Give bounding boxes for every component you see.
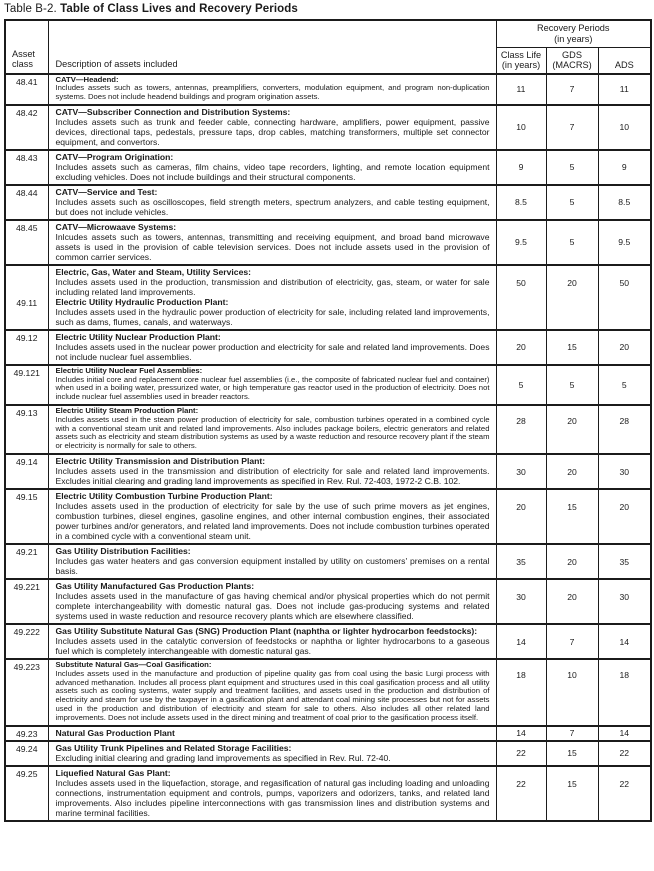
ads-cell: 35: [598, 544, 651, 579]
asset-class-cell: [5, 454, 48, 489]
asset-heading: Liquefied Natural Gas Plant:: [55, 767, 171, 778]
table-row: [5, 544, 651, 579]
asset-description: Includes gas water heaters and gas conversion equipment installed by utility on customers' premises on a rental basis.: [55, 556, 490, 577]
description-cell: [48, 579, 496, 624]
header-asset-class: [5, 20, 48, 74]
ads-cell: 50: [598, 265, 651, 330]
asset-description: Includes assets such as towers, antennas, preamplifiers, converters, modulation equipment, and program non-duplication systems. Does not include headend buildings and program origination assets.: [55, 83, 490, 102]
header-asset-line1: Asset: [12, 48, 35, 59]
description-cell: [48, 265, 496, 330]
gds-cell: 5: [546, 365, 598, 405]
asset-description: Includes assets such as trunk and feeder cable, connecting hardware, amplifiers, power equipment, passive devices, directional taps, pedestals, pressure taps, drop cables, matching transformers, multiple set connector equipment, and convertors.: [55, 116, 490, 147]
asset-class-cell: [5, 105, 48, 150]
gds-cell: 7: [546, 624, 598, 659]
asset-class-cell: [5, 74, 48, 105]
asset-description: Includes assets used in the hydraulic power production of electricity for sale, including related land improvements, such as dams, flumes, canals, and waterways.: [55, 306, 490, 327]
class-life-cell: 30: [496, 579, 546, 624]
ads-cell: 28: [598, 405, 651, 454]
asset-class-label: 48.43: [15, 152, 38, 163]
class-life-cell: 10: [496, 105, 546, 150]
asset-description: Includes assets used in the manufacture and production of pipeline quality gas from coal using the basic Lurgi process with advanced methanation. Includes all process plant equipment and structures used in this coal gasification process and all utility assets such as cooling systems, water supply and treatment facilities, and assets used in the production and distribution of electricity and steam for use by the taxpayer in a gasification plant and attendant coal mining site processes but not for assets used in the production and distribution of electricity and steam for sale to others. Also includes all other related land improvements. Does not include assets used in the direct mining and treatment of coal prior to the gasification process itself.: [55, 668, 490, 722]
asset-class-label: 49.25: [15, 768, 38, 779]
table-row: [5, 265, 651, 330]
header-class-life: [496, 47, 546, 74]
header-class-life-line1: Class Life: [500, 49, 542, 60]
asset-description: Includes assets used in the manufacture of gas having chemical and/or physical properties which do not permit complete interchangeability with domestic natural gas. Does not include gas-producing systems and related systems used in waste reduction and resource recovery plants which are elsewhere classified.: [55, 591, 490, 622]
gds-cell: 7: [546, 726, 598, 741]
asset-heading: CATV—Service and Test:: [55, 186, 158, 197]
asset-description: Includes assets such as oscilloscopes, field strength meters, spectrum analyzers, and cable testing equipment, but does not include vehicles.: [55, 196, 490, 217]
gds-cell: 5: [546, 150, 598, 185]
header-recovery-line1: Recovery Periods: [537, 23, 610, 34]
class-life-cell: 28: [496, 405, 546, 454]
description-cell: [48, 330, 496, 365]
table-row: [5, 454, 651, 489]
asset-class-cell: [5, 659, 48, 726]
asset-class-label: 48.45: [15, 222, 38, 233]
description-cell: [48, 544, 496, 579]
table-row: [5, 105, 651, 150]
asset-heading: Gas Utility Substitute Natural Gas (SNG) Production Plant (naphtha or lighter hydrocarbon feedstocks):: [55, 626, 478, 637]
asset-description: Includes assets such as cameras, film chains, video tape recorders, lighting, and remote location equipment excluding vehicles. Does not include buildings and their structural components.: [55, 161, 490, 182]
class-life-cell: 50: [496, 265, 546, 330]
table-row: [5, 624, 651, 659]
description-cell: [48, 365, 496, 405]
ads-cell: 14: [598, 726, 651, 741]
asset-description: Includes assets used in the liquefaction, storage, and regasification of natural gas including loading and unloading connections, instrumentation equipment and controls, pumps, vaporizers and odorizers, tanks, and related land improvements. Also includes pipeline interconnections with gas transmission lines and distribution systems and marine terminal facilities.: [55, 777, 490, 818]
ads-cell: 5: [598, 365, 651, 405]
asset-class-label: 49.222: [13, 627, 40, 638]
gds-cell: 5: [546, 185, 598, 220]
class-life-cell: 8.5: [496, 185, 546, 220]
table-row: [5, 489, 651, 544]
class-life-cell: 11: [496, 74, 546, 105]
asset-class-cell: [5, 220, 48, 265]
ads-cell: 18: [598, 659, 651, 726]
asset-class-label: 49.24: [15, 743, 38, 754]
asset-heading: Electric Utility Hydraulic Production Plant:: [55, 296, 229, 307]
asset-heading: Electric Utility Transmission and Distribution Plant:: [55, 456, 266, 467]
class-life-cell: 22: [496, 766, 546, 821]
ads-cell: 10: [598, 105, 651, 150]
table-row: [5, 579, 651, 624]
asset-heading: Natural Gas Production Plant: [55, 727, 175, 738]
gds-cell: 15: [546, 741, 598, 766]
asset-class-label: 49.21: [15, 547, 38, 558]
asset-heading: CATV—Subscriber Connection and Distribution Systems:: [55, 106, 291, 117]
ads-cell: 20: [598, 330, 651, 365]
table-row: [5, 405, 651, 454]
gds-cell: 15: [546, 489, 598, 544]
header-ads: ADS: [598, 47, 651, 74]
table-row: [5, 659, 651, 726]
asset-description: Includes assets used in the steam power production of electricity for sale, combustion turbines operated in a combined cycle with a conventional steam unit and related land improvements. Also includes package boilers, electric generators and related assets such as electricity and steam distribution systems as used by a waste reduction and resource recovery plant if the steam or electricity is normally for sale to others.: [55, 414, 490, 451]
asset-class-cell: [5, 489, 48, 544]
description-cell: [48, 105, 496, 150]
asset-class-cell: [5, 330, 48, 365]
asset-class-cell: [5, 185, 48, 220]
asset-class-label: 49.221: [13, 582, 40, 593]
description-cell: [48, 726, 496, 741]
asset-heading: Gas Utility Manufactured Gas Production Plants:: [55, 581, 255, 592]
asset-heading: CATV—Microwaave Systems:: [55, 221, 177, 232]
asset-description: Includes assets used in the transmission and distribution of electricity for sale and related land improvements. Excludes initial clearing and grading land improvements as specified in Rev. Rul. 72-403, 1972-2 C.B. 102.: [55, 466, 490, 487]
asset-class-label: 49.15: [15, 492, 38, 503]
class-life-cell: 5: [496, 365, 546, 405]
asset-class-label: 49.13: [15, 408, 38, 419]
ads-cell: 20: [598, 489, 651, 544]
class-life-cell: 30: [496, 454, 546, 489]
gds-cell: 20: [546, 579, 598, 624]
table-row: [5, 220, 651, 265]
asset-heading: Substitute Natural Gas—Coal Gasification:: [55, 660, 212, 670]
ads-cell: 9.5: [598, 220, 651, 265]
asset-class-label: 49.12: [15, 332, 38, 343]
asset-description: Includes assets used in the catalytic conversion of feedstocks or naphtha or lighter hydrocarbons to a gaseous fuel which is completely interchangeable with domestic natural gas.: [55, 636, 490, 657]
asset-class-label: 49.121: [13, 367, 40, 378]
asset-description: Inlcudes assets such as towers, antennas, transmitting and receiving equipment, and broad band microwave assets is used in the provision of cable television services. Does not include assets used in the provision of common carrier services.: [55, 231, 490, 262]
description-cell: [48, 766, 496, 821]
class-lives-table: [4, 19, 652, 822]
asset-heading: Electric Utility Combustion Turbine Production Plant:: [55, 491, 273, 502]
header-description: Description of assets included: [48, 20, 496, 74]
asset-class-label: 48.44: [15, 187, 38, 198]
table-header: [5, 20, 651, 74]
asset-heading: CATV—Program Origination:: [55, 151, 174, 162]
table-title-text: Table of Class Lives and Recovery Periods: [60, 3, 298, 15]
asset-class-label: 48.41: [15, 76, 38, 87]
header-gds-line2: (MACRS): [552, 60, 592, 70]
gds-cell: 20: [546, 544, 598, 579]
gds-cell: 10: [546, 659, 598, 726]
asset-class-cell: [5, 265, 48, 330]
ads-cell: 22: [598, 741, 651, 766]
class-life-cell: 9.5: [496, 220, 546, 265]
description-cell: [48, 741, 496, 766]
asset-heading: Electric Utility Steam Production Plant:: [55, 406, 199, 416]
ads-cell: 22: [598, 766, 651, 821]
class-life-cell: 18: [496, 659, 546, 726]
class-life-cell: 9: [496, 150, 546, 185]
asset-description: Includes assets used in the nuclear power production and electricity for sale and related land improvements. Does not include nuclear fuel assemblies.: [55, 341, 490, 362]
table-row: [5, 330, 651, 365]
header-gds-line1: GDS: [562, 49, 582, 60]
table-number: Table B-2.: [4, 3, 57, 15]
asset-heading: CATV—Headend:: [55, 74, 119, 84]
ads-cell: 14: [598, 624, 651, 659]
asset-class-cell: [5, 365, 48, 405]
asset-description: Includes initial core and replacement core nuclear fuel assemblies (i.e., the composite of fabricated nuclear fuel and container) when used in a boiling water, pressurized water, or high temperature gas reactor used in the production of electricity. Does not include nuclear fuel assemblies used in breader reactors.: [55, 374, 490, 402]
gds-cell: 5: [546, 220, 598, 265]
table-body: [5, 74, 651, 821]
asset-description: Includes assets used in the production, transmission and distribution of electricity, gas, steam, or water for sale including related land improvements.: [55, 276, 490, 297]
asset-class-cell: [5, 741, 48, 766]
class-life-cell: 14: [496, 726, 546, 741]
asset-class-cell: [5, 150, 48, 185]
table-row: [5, 74, 651, 105]
asset-heading: Gas Utility Trunk Pipelines and Related Storage Facilities:: [55, 742, 292, 753]
description-cell: [48, 150, 496, 185]
class-life-cell: 20: [496, 330, 546, 365]
asset-class-cell: [5, 405, 48, 454]
description-cell: [48, 624, 496, 659]
ads-cell: 8.5: [598, 185, 651, 220]
asset-class-cell: [5, 726, 48, 741]
ads-cell: 9: [598, 150, 651, 185]
asset-class-label: 49.14: [15, 457, 38, 468]
table-row: [5, 365, 651, 405]
gds-cell: 15: [546, 766, 598, 821]
class-life-cell: 35: [496, 544, 546, 579]
asset-class-cell: [5, 766, 48, 821]
description-cell: [48, 185, 496, 220]
gds-cell: 20: [546, 265, 598, 330]
header-class-life-line2: (in years): [501, 60, 541, 70]
class-life-cell: 22: [496, 741, 546, 766]
description-cell: [48, 405, 496, 454]
asset-class-label: 49.11: [16, 297, 38, 308]
header-asset-line2: class: [12, 59, 33, 69]
asset-description: Excluding initial clearing and grading land improvements as specified in Rev. Rul. 72-40.: [55, 752, 391, 763]
table-row: [5, 741, 651, 766]
page-title: [4, 2, 651, 16]
table-row: [5, 726, 651, 741]
gds-cell: 20: [546, 405, 598, 454]
asset-heading: Electric Utility Nuclear Fuel Assemblies:: [55, 365, 203, 375]
ads-cell: 30: [598, 579, 651, 624]
class-life-cell: 14: [496, 624, 546, 659]
description-cell: [48, 454, 496, 489]
asset-class-label: 48.42: [15, 107, 38, 118]
description-cell: [48, 74, 496, 105]
description-cell: [48, 220, 496, 265]
asset-class-cell: [5, 544, 48, 579]
gds-cell: 7: [546, 74, 598, 105]
gds-cell: 7: [546, 105, 598, 150]
description-cell: [48, 659, 496, 726]
asset-class-label: 49.23: [15, 728, 38, 739]
table-row: [5, 185, 651, 220]
header-recovery-periods: [496, 20, 651, 47]
asset-heading: Electric Utility Nuclear Production Plant:: [55, 331, 221, 342]
table-row: [5, 150, 651, 185]
ads-cell: 11: [598, 74, 651, 105]
gds-cell: 20: [546, 454, 598, 489]
description-cell: [48, 489, 496, 544]
ads-cell: 30: [598, 454, 651, 489]
header-recovery-line2: (in years): [554, 33, 593, 44]
asset-heading: Gas Utility Distribution Facilities:: [55, 546, 191, 557]
asset-class-cell: [5, 579, 48, 624]
class-life-cell: 20: [496, 489, 546, 544]
asset-class-label: 49.223: [13, 662, 40, 673]
asset-heading: Electric, Gas, Water and Steam, Utility Services:: [55, 266, 252, 277]
gds-cell: 15: [546, 330, 598, 365]
table-row: [5, 766, 651, 821]
header-gds: [546, 47, 598, 74]
asset-description: Includes assets used in the production of electricity for sale by the use of such prime movers as jet engines, combustion turbines, diesel engines, gasoline engines, and other internal combustion engines, their associated power turbines and/or generators, and related land improvements. Does not include combustion turbines operated in a combined cycle with a conventional steam unit.: [55, 501, 490, 542]
asset-class-cell: [5, 624, 48, 659]
